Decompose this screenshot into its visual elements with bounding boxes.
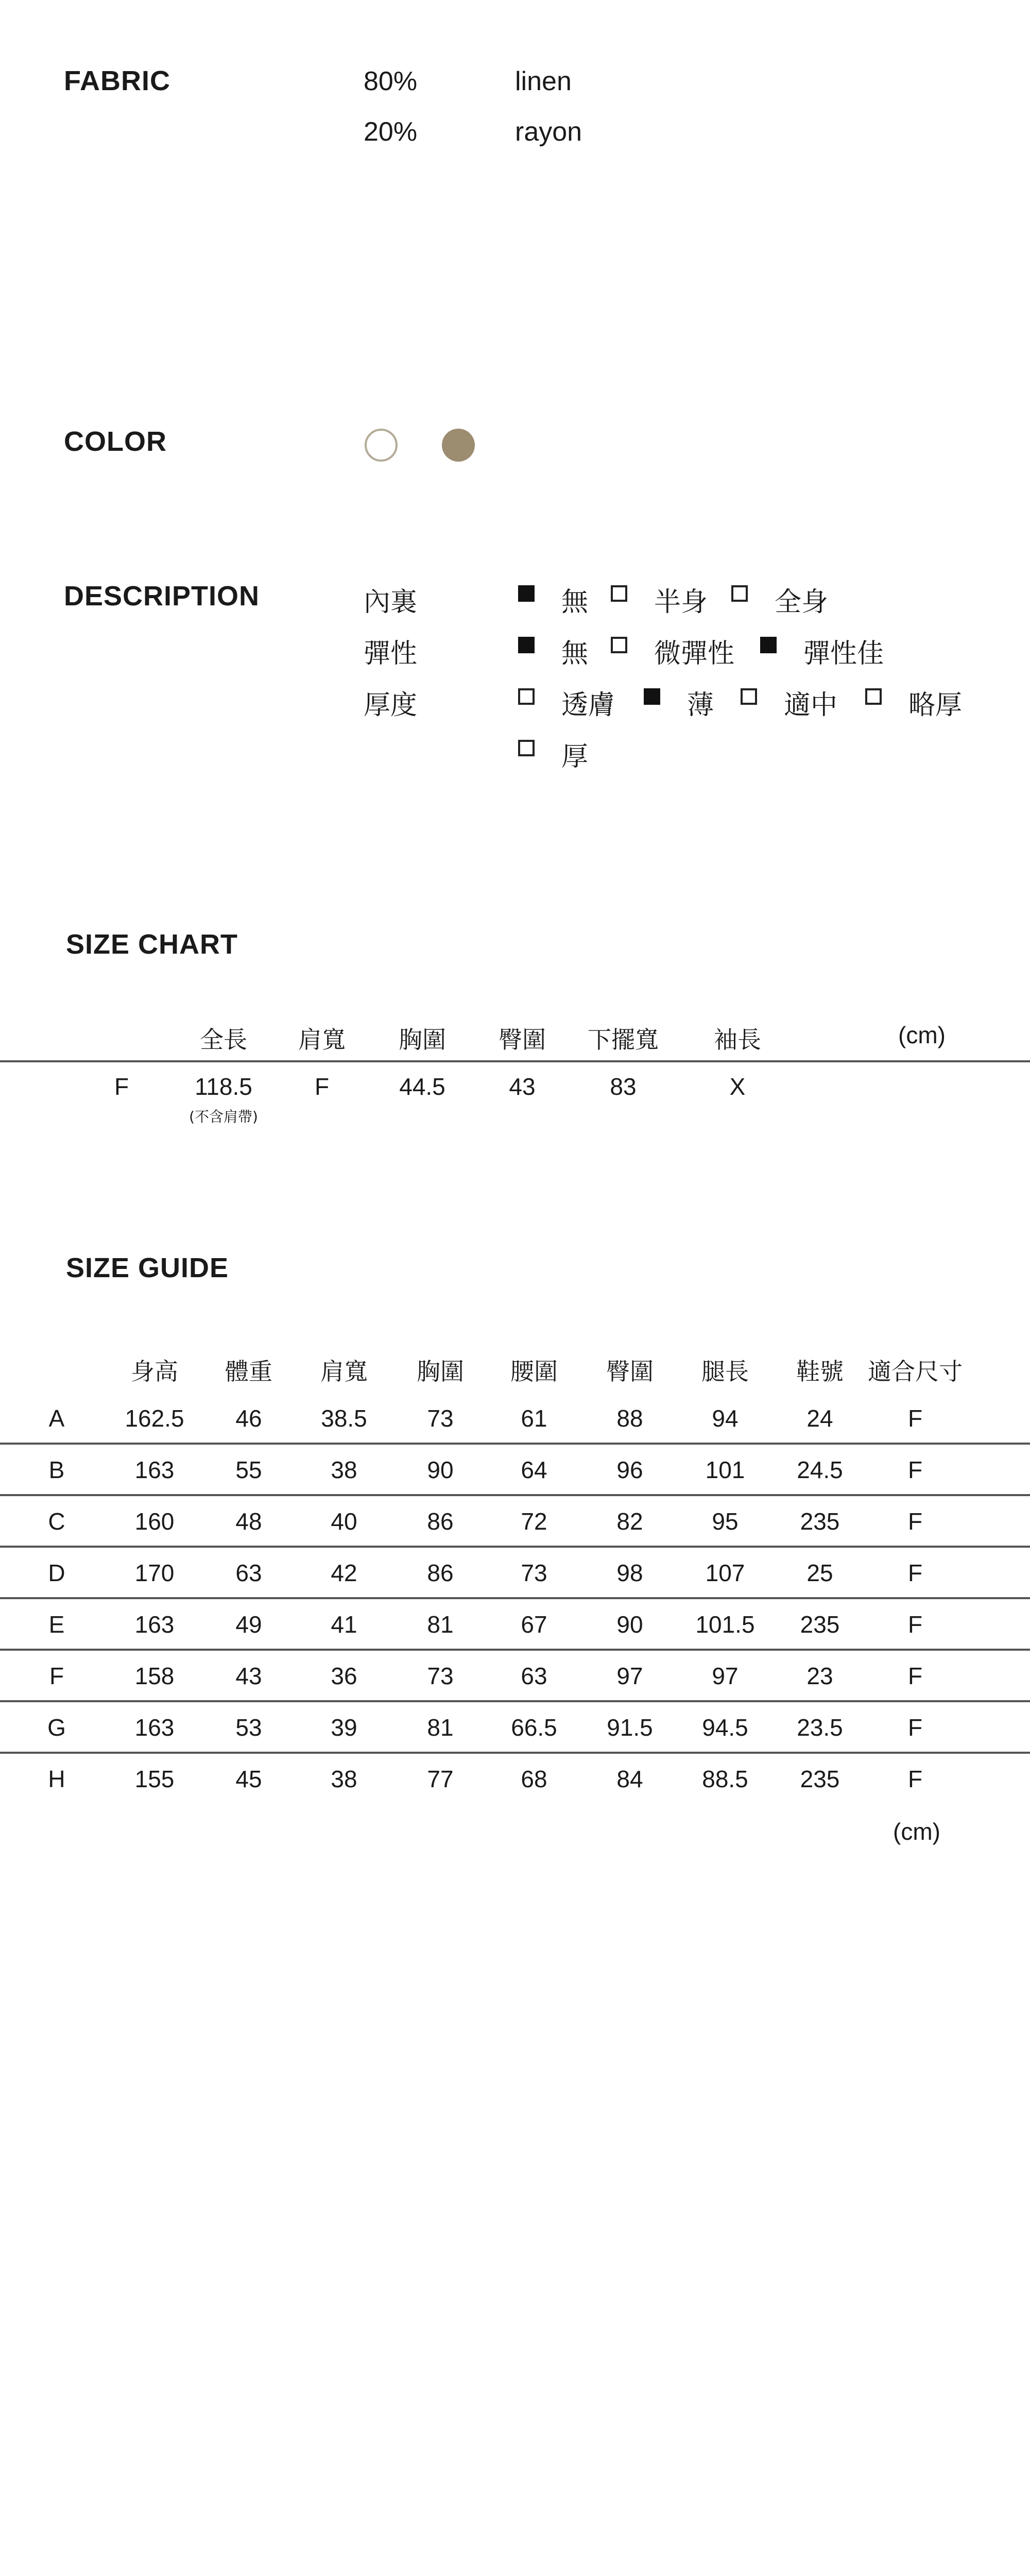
size-chart-value: 43 [509, 1073, 536, 1100]
size-guide-unit: (cm) [893, 1818, 940, 1845]
size-guide-cell: 90 [616, 1611, 643, 1638]
size-chart-header: 全長 [200, 1026, 247, 1054]
thickness-option: 適中 [784, 690, 838, 721]
size-guide-cell: 53 [235, 1714, 262, 1741]
size-guide-cell: 155 [134, 1766, 175, 1792]
thickness-checkbox [518, 688, 535, 705]
size-chart-title: SIZE CHART [66, 929, 238, 960]
thickness-option: 薄 [687, 690, 714, 721]
size-guide-cell: F [907, 1611, 923, 1638]
size-guide-cell: 160 [134, 1508, 175, 1535]
elasticity-checkbox [760, 637, 777, 653]
size-chart-header: 下擺寬 [588, 1026, 659, 1054]
size-guide-cell: 91.5 [607, 1714, 653, 1741]
size-guide-cell: 163 [134, 1611, 175, 1638]
elasticity-checkbox [611, 637, 627, 653]
size-guide-row-id: F [49, 1663, 64, 1689]
size-guide-cell: 36 [331, 1663, 357, 1689]
size-guide-cell: 77 [427, 1766, 454, 1792]
size-guide-cell: 95 [712, 1508, 739, 1535]
color-title: COLOR [64, 426, 167, 457]
size-guide-row-id: B [48, 1456, 65, 1483]
elasticity-option: 彈性佳 [803, 638, 884, 669]
size-guide-cell: 68 [521, 1766, 547, 1792]
size-guide-row-id: H [48, 1766, 65, 1792]
size-guide-cell: 96 [616, 1456, 643, 1483]
size-guide-cell: 97 [616, 1663, 643, 1689]
size-guide-header: 臀圍 [606, 1358, 654, 1385]
size-guide-cell: 98 [616, 1560, 643, 1586]
thickness-option: 略厚 [908, 690, 963, 721]
divider [0, 1443, 1030, 1445]
size-guide-cell: 163 [134, 1714, 175, 1741]
size-guide-row-id: A [48, 1405, 65, 1432]
size-guide-cell: F [907, 1508, 923, 1535]
size-guide-cell: 61 [521, 1405, 547, 1432]
size-guide-cell: 170 [134, 1560, 175, 1586]
size-chart-value: X [729, 1073, 746, 1100]
size-guide-cell: 42 [331, 1560, 357, 1586]
elasticity-option: 無 [561, 638, 589, 669]
divider [0, 1546, 1030, 1548]
size-guide-cell: 73 [427, 1405, 454, 1432]
size-guide-cell: 45 [235, 1766, 262, 1792]
size-guide-cell: 162.5 [125, 1405, 184, 1432]
size-guide-cell: 24.5 [797, 1456, 843, 1483]
size-guide-cell: 235 [800, 1508, 840, 1535]
size-guide-cell: 63 [521, 1663, 547, 1689]
size-guide-cell: 97 [712, 1663, 739, 1689]
size-guide-header: 適合尺寸 [868, 1358, 963, 1385]
elasticity-option: 微彈性 [654, 638, 735, 669]
color-swatch-khaki[interactable] [442, 429, 475, 462]
thickness-checkbox [518, 740, 535, 756]
size-guide-cell: 101 [705, 1456, 745, 1483]
size-guide-row-id: D [48, 1560, 65, 1586]
size-guide-cell: 43 [235, 1663, 262, 1689]
divider [0, 1597, 1030, 1599]
size-guide-cell: 39 [331, 1714, 357, 1741]
fabric-percent: 20% [364, 117, 418, 147]
size-guide-row-id: C [48, 1508, 65, 1535]
size-guide-cell: F [907, 1456, 923, 1483]
size-chart-header: 袖長 [714, 1026, 761, 1054]
size-guide-cell: 38 [331, 1456, 357, 1483]
size-guide-cell: 38 [331, 1766, 357, 1792]
elasticity-label: 彈性 [364, 638, 418, 669]
size-guide-cell: 24 [806, 1405, 833, 1432]
size-guide-cell: 86 [427, 1508, 454, 1535]
thickness-option: 厚 [561, 741, 589, 772]
size-guide-cell: 88 [616, 1405, 643, 1432]
size-guide-header: 腿長 [701, 1358, 749, 1385]
size-guide-header: 身高 [131, 1358, 178, 1385]
lining-checkbox [731, 585, 748, 602]
size-guide-cell: 82 [616, 1508, 643, 1535]
thickness-label: 厚度 [364, 690, 418, 721]
size-chart-note: (不含肩帶) [189, 1108, 258, 1125]
size-guide-header: 體重 [225, 1358, 272, 1385]
size-guide-cell: 235 [800, 1611, 840, 1638]
size-guide-cell: 84 [616, 1766, 643, 1792]
size-guide-cell: 158 [134, 1663, 175, 1689]
size-guide-cell: 46 [235, 1405, 262, 1432]
size-chart-size: F [114, 1073, 129, 1100]
size-guide-cell: 40 [331, 1508, 357, 1535]
thickness-checkbox [741, 688, 757, 705]
divider [0, 1752, 1030, 1754]
size-chart-header: 胸圍 [399, 1026, 446, 1054]
color-swatch-white[interactable] [365, 429, 398, 462]
size-guide-cell: 64 [521, 1456, 547, 1483]
divider [0, 1494, 1030, 1496]
size-guide-cell: 67 [521, 1611, 547, 1638]
fabric-title: FABRIC [64, 65, 170, 96]
size-guide-cell: 23 [806, 1663, 833, 1689]
size-guide-header: 鞋號 [796, 1358, 844, 1385]
size-guide-cell: 73 [427, 1663, 454, 1689]
size-chart-header: 肩寬 [298, 1026, 346, 1054]
size-guide-cell: 101.5 [695, 1611, 755, 1638]
size-guide-cell: 94 [712, 1405, 739, 1432]
size-guide-cell: F [907, 1560, 923, 1586]
size-guide-cell: F [907, 1663, 923, 1689]
fabric-percent: 80% [364, 66, 418, 96]
size-guide-cell: 49 [235, 1611, 262, 1638]
size-guide-cell: F [907, 1405, 923, 1432]
thickness-checkbox [865, 688, 882, 705]
size-guide-cell: 163 [134, 1456, 175, 1483]
size-chart-value: F [314, 1073, 330, 1100]
divider [0, 1700, 1030, 1702]
size-guide-cell: 94.5 [702, 1714, 748, 1741]
size-chart-unit: (cm) [898, 1022, 946, 1048]
size-guide-cell: 86 [427, 1560, 454, 1586]
size-guide-cell: 41 [331, 1611, 357, 1638]
size-chart-header: 臀圍 [499, 1026, 546, 1054]
elasticity-checkbox [518, 637, 535, 653]
size-guide-header: 腰圍 [510, 1358, 558, 1385]
lining-checkbox [518, 585, 535, 602]
fabric-material: rayon [515, 117, 582, 147]
size-guide-cell: 63 [235, 1560, 262, 1586]
size-guide-cell: 107 [705, 1560, 745, 1586]
size-guide-header: 肩寬 [320, 1358, 368, 1385]
size-guide-cell: F [907, 1714, 923, 1741]
thickness-option: 透膚 [561, 690, 615, 721]
size-guide-cell: 38.5 [321, 1405, 367, 1432]
size-guide-cell: 235 [800, 1766, 840, 1792]
size-guide-title: SIZE GUIDE [66, 1252, 229, 1283]
size-chart-value: 83 [610, 1073, 637, 1100]
description-title: DESCRIPTION [64, 581, 260, 612]
size-guide-row-id: G [47, 1714, 66, 1741]
lining-option: 無 [561, 587, 589, 618]
size-guide-cell: 81 [427, 1714, 454, 1741]
size-guide-cell: 66.5 [511, 1714, 557, 1741]
size-guide-cell: 88.5 [702, 1766, 748, 1792]
size-guide-cell: 73 [521, 1560, 547, 1586]
size-guide-cell: 90 [427, 1456, 454, 1483]
lining-checkbox [611, 585, 627, 602]
divider [0, 1649, 1030, 1651]
lining-option: 全身 [775, 587, 829, 618]
size-guide-cell: 25 [806, 1560, 833, 1586]
size-guide-header: 胸圍 [417, 1358, 464, 1385]
lining-option: 半身 [654, 587, 708, 618]
size-guide-cell: 48 [235, 1508, 262, 1535]
size-guide-cell: 23.5 [797, 1714, 843, 1741]
divider [0, 1060, 1030, 1062]
size-guide-cell: 81 [427, 1611, 454, 1638]
thickness-checkbox [644, 688, 660, 705]
size-chart-value: 44.5 [399, 1073, 445, 1100]
size-guide-row-id: E [48, 1611, 65, 1638]
fabric-material: linen [515, 66, 572, 96]
size-guide-cell: F [907, 1766, 923, 1792]
lining-label: 內裏 [364, 587, 418, 618]
size-guide-cell: 55 [235, 1456, 262, 1483]
size-chart-value: 118.5 [195, 1073, 252, 1100]
size-guide-cell: 72 [521, 1508, 547, 1535]
